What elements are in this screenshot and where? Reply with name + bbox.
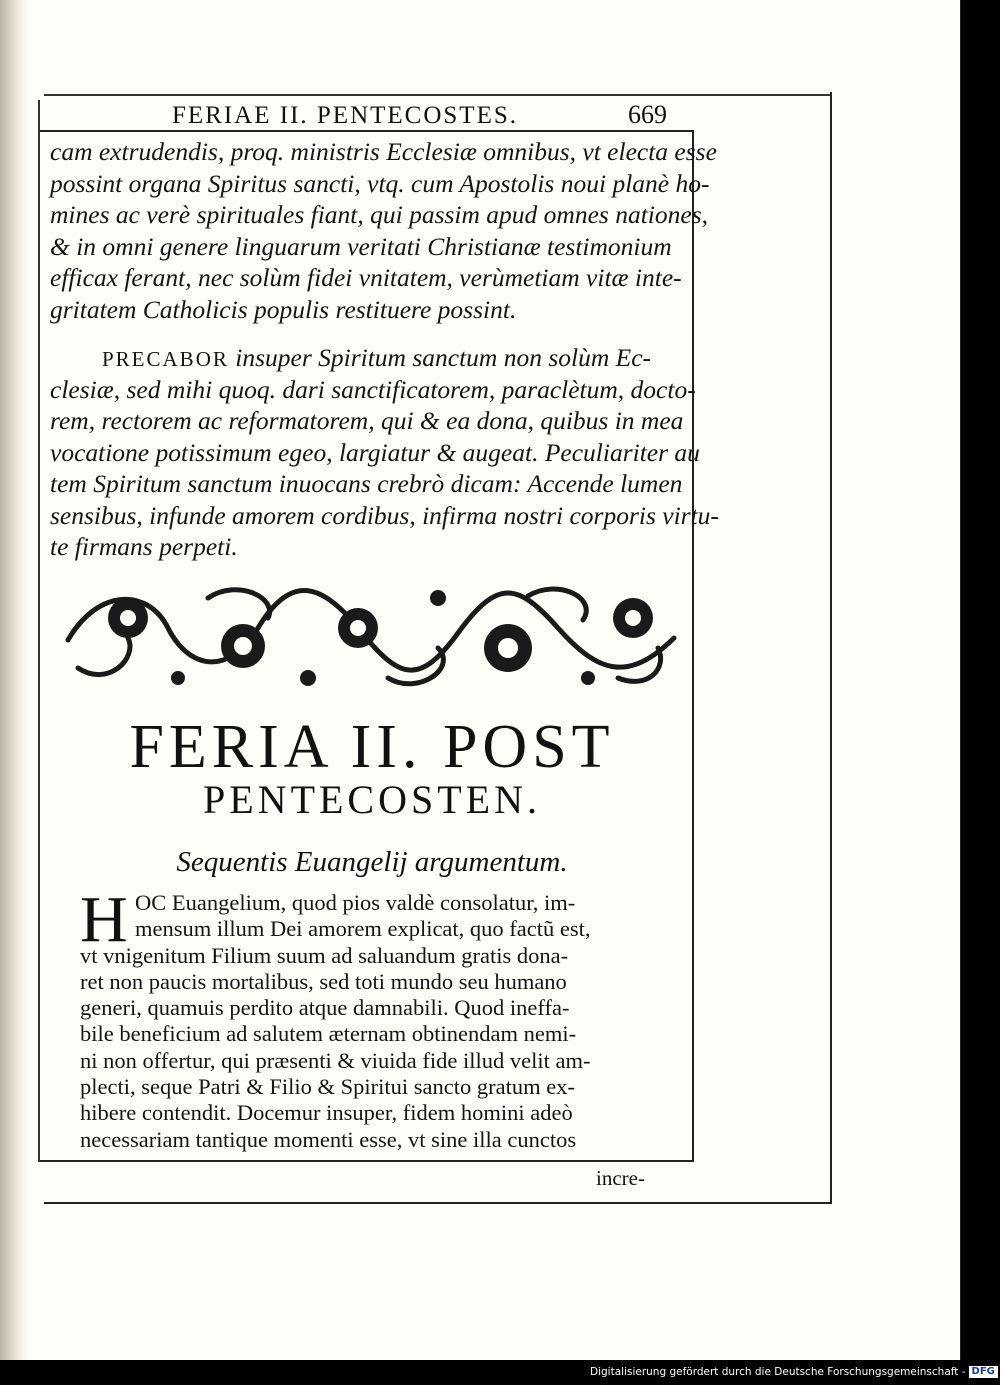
page-number: 669 (628, 100, 667, 129)
text-line: necessariam tantique momenti esse, vt sine illa cunctos (80, 1126, 577, 1152)
text-line: mensum illum Dei amorem explicat, quo factũ est, (135, 916, 591, 942)
text-line: ret non paucis mortalibus, sed toti mundo seu humano (80, 968, 567, 994)
text-line: OC Euangelium, quod pios valdè consolatur, im- (135, 890, 576, 915)
small-caps-lead: PRECABOR (102, 347, 229, 371)
text-line: mines ac verè spirituales fiant, qui passim apud omnes nationes, (50, 200, 708, 229)
catchword: incre- (596, 1166, 645, 1190)
dfg-logo: DFG (969, 1366, 998, 1378)
text-line: & in omni genere linguarum veritati Christianæ testimonium (50, 231, 672, 261)
text-line: generi, quamuis perdito atque damnabili. Quod ineffa- (80, 995, 570, 1021)
gospel-argument-paragraph (80, 883, 670, 1153)
text-line: bile beneficium ad salutem æternam obtinendam nemi- (80, 1021, 577, 1047)
credit-text: Digitalisierung gefördert durch die Deutsche Forschungsgemeinschaft - (590, 1366, 966, 1378)
text-line: cam extrudendis, proq. ministris Ecclesiæ omnibus, vt electa esse (50, 137, 717, 166)
drop-cap: H (80, 883, 128, 956)
text-line: efficax ferant, nec solùm fidei vnitatem, verùmetiam vitæ inte- (50, 263, 682, 292)
chapter-title: FERIA II. POST (129, 713, 615, 781)
running-head: FERIAE II. PENTECOSTES. (172, 102, 518, 129)
text-line: te firmans perpeti. (50, 532, 238, 561)
digitization-credit (590, 1366, 995, 1382)
text-line: hibere contendit. Docemur insuper, fidem homini adeò (80, 1100, 573, 1126)
text-line: plecti, seque Patri & Filio & Spiritui sancto gratum ex- (80, 1074, 575, 1100)
floral-ornament-band (58, 578, 684, 696)
text-run: insuper Spiritum sanctum non solùm Ec- (228, 343, 652, 372)
text-line: vt vnigenitum Filium suum ad saluandum gratis dona- (80, 942, 569, 968)
text-line: vocatione potissimum egeo, largiatur & augeat. Peculiariter au (50, 437, 700, 467)
text-line: possint organa Spiritus sancti, vtq. cum Apostolis noui planè ho- (50, 168, 710, 198)
text-line: gritatem Catholicis populis restituere possint. (50, 294, 517, 324)
text-line: sensibus, infunde amorem cordibus, infirma nostri corporis virtu- (50, 500, 719, 530)
text-line: tem Spiritum sanctum inuocans crebrò dicam: Accende lumen (50, 469, 683, 498)
chapter-title-line2: PENTECOSTEN. (203, 777, 541, 822)
paragraph-precabor (50, 342, 719, 563)
text-line (50, 342, 690, 374)
section-subtitle: Sequentis Euangelij argumentum. (176, 846, 568, 878)
text-line: rem, rectorem ac reformatorem, qui & ea dona, quibus in mea (50, 406, 684, 435)
text-line: ni non offertur, qui præsenti & viuida fide illud velit am- (80, 1047, 591, 1073)
text-line: clesiæ, sed mihi quoq. dari sanctificatorem, paraclètum, docto- (50, 374, 696, 404)
paragraph-prayer-continuation (50, 136, 717, 325)
